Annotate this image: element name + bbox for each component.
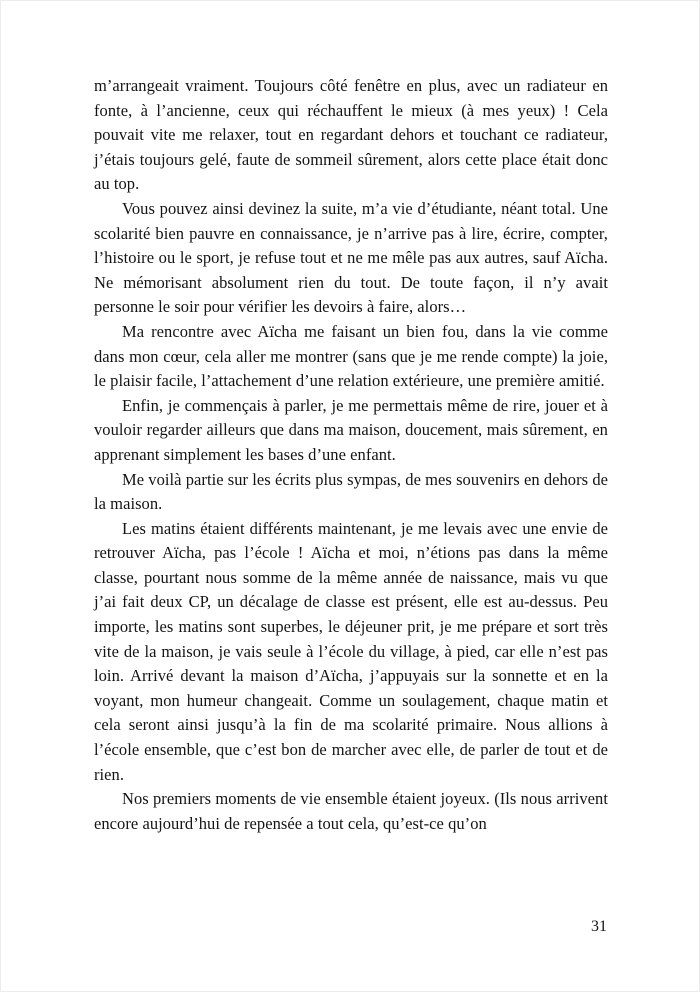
page-text bbox=[94, 74, 608, 836]
paragraph: Me voilà partie sur les écrits plus sympas, de mes souvenirs en dehors de la maison. bbox=[94, 469, 608, 514]
paragraph: Les matins étaient différents maintenant, je me levais avec une envie de retrouver Aïcha, pas l’école ! Aïcha et moi, n’étions pas dans la même classe, pourtant nous somme de la même année de naissance, mais vu que j’ai fait deux CP, un décalage de classe est présent, elle est au-dessus. Peu importe, les matins sont superbes, le déjeuner prit, je me prépare et sort très vite de la maison, je vais seule à l’école du village, à pied, car elle n’est pas loin. Arrivé devant la maison d’Aïcha, j’appuyais sur la sonnette et en la voyant, mon humeur changeait. Comme un soulagement, chaque matin et cela seront ainsi jusqu’à la fin de ma scolarité primaire. Nous allions à l’école ensemble, que c’est bon de marcher avec elle, de parler de tout et de rien. bbox=[94, 518, 608, 784]
paragraph: Enfin, je commençais à parler, je me permettais même de rire, jouer et à vouloir regarder ailleurs que dans ma maison, doucement, mais sûrement, en apprenant simplement les bases d’une enfant. bbox=[94, 395, 608, 464]
page-number: 31 bbox=[591, 918, 607, 935]
paragraph: m’arrangeait vraiment. Toujours côté fenêtre en plus, avec un radiateur en fonte, à l’ancienne, ceux qui réchauffent le mieux (à mes yeux) ! Cela pouvait vite me relaxer, tout en regardant dehors et touchant ce radiateur, j’étais toujours gelé, faute de sommeil sûrement, alors cette place était donc au top. bbox=[94, 76, 608, 194]
paragraph: Vous pouvez ainsi devinez la suite, m’a vie d’étudiante, néant total. Une scolarité bien pauvre en connaissance, je n’arrive pas à lire, écrire, compter, l’histoire ou le sport, je refuse tout et ne me mêle pas aux autres, sauf Aïcha. Ne mémorisant absolument rien du tout. De toute façon, il n’y avait personne le soir pour vérifier les devoirs à faire, alors… bbox=[94, 198, 608, 317]
paragraph: Ma rencontre avec Aïcha me faisant un bien fou, dans la vie comme dans mon cœur, cela aller me montrer (sans que je me rende compte) la joie, le plaisir facile, l’attachement d’une relation extérieure, une première amitié. bbox=[94, 321, 608, 391]
paragraph: Nos premiers moments de vie ensemble étaient joyeux. (Ils nous arrivent encore aujourd’hui de repensée a tout cela, qu’est-ce qu’on bbox=[94, 789, 608, 833]
